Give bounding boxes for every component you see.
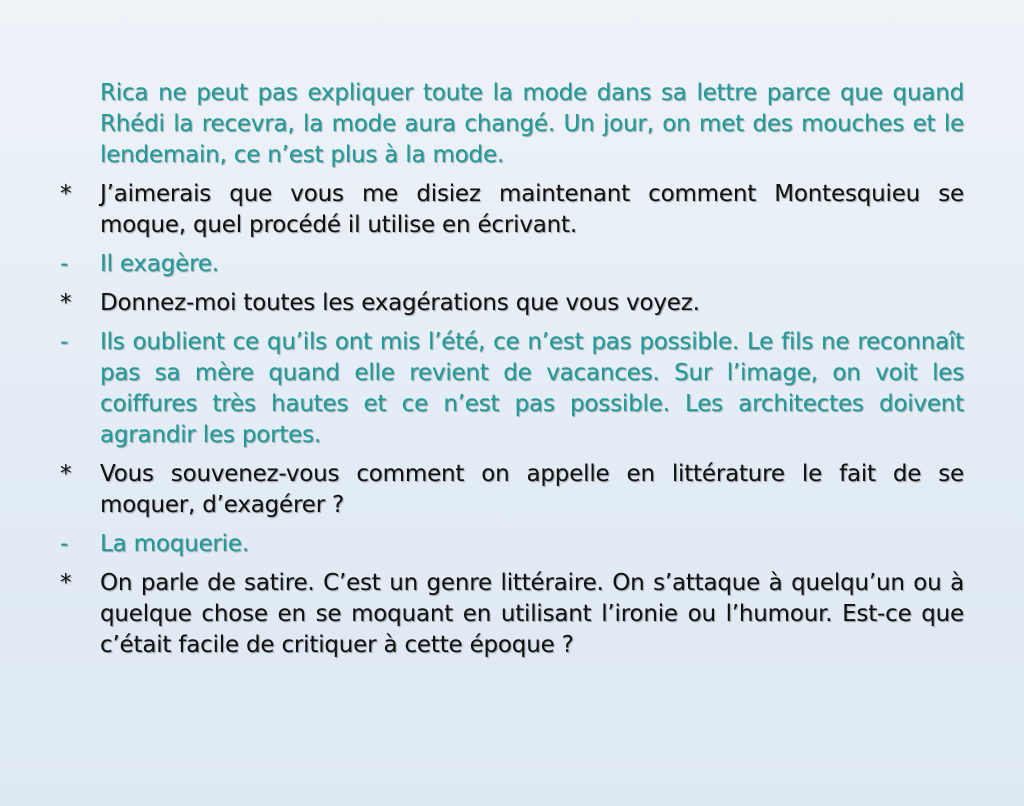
dash-marker: -	[60, 251, 69, 277]
paragraph-text: J’aimerais que vous me disiez maintenant comment Montesquieu se moque, quel procédé il utilise en écrivant.	[100, 181, 964, 238]
paragraph-text: Vous souvenez-vous comment on appelle en littérature le fait de se moquer, d’exagérer ?	[100, 461, 964, 518]
answer-paragraph	[58, 529, 964, 560]
answer-paragraph	[58, 249, 964, 280]
dash-marker: -	[60, 329, 69, 355]
asterisk-marker: *	[60, 570, 72, 596]
question-paragraph	[58, 568, 964, 661]
dash-marker: -	[60, 531, 69, 557]
asterisk-marker: *	[60, 290, 72, 316]
paragraph-text: Ils oublient ce qu’ils ont mis l’été, ce n’est pas possible. Le fils ne reconnaît pas sa mère quand elle revient de vacances. Sur l’image, on voit les coiffures très hautes et ce n’est pas possible. Les architectes doivent agrandir les portes.	[100, 329, 964, 448]
question-paragraph	[58, 179, 964, 241]
asterisk-marker: *	[60, 181, 72, 207]
paragraph-text: Rica ne peut pas expliquer toute la mode dans sa lettre parce que quand Rhédi la recevra, la mode aura changé. Un jour, on met des mouches et le lendemain, ce n’est plus à la mode.	[100, 80, 964, 168]
question-paragraph	[58, 459, 964, 521]
paragraph-text: Il exagère.	[100, 251, 219, 277]
answer-paragraph	[58, 78, 964, 171]
slide-content	[58, 78, 964, 661]
paragraph-text: La moquerie.	[100, 531, 249, 557]
paragraph-text: On parle de satire. C’est un genre littéraire. On s’attaque à quelqu’un ou à quelque chose en se moquant en utilisant l’ironie ou l’humour. Est-ce que c’était facile de critiquer à cette époque ?	[100, 570, 964, 658]
paragraph-text: Donnez-moi toutes les exagérations que vous voyez.	[100, 290, 700, 316]
question-paragraph	[58, 288, 964, 319]
asterisk-marker: *	[60, 461, 72, 487]
answer-paragraph	[58, 327, 964, 451]
